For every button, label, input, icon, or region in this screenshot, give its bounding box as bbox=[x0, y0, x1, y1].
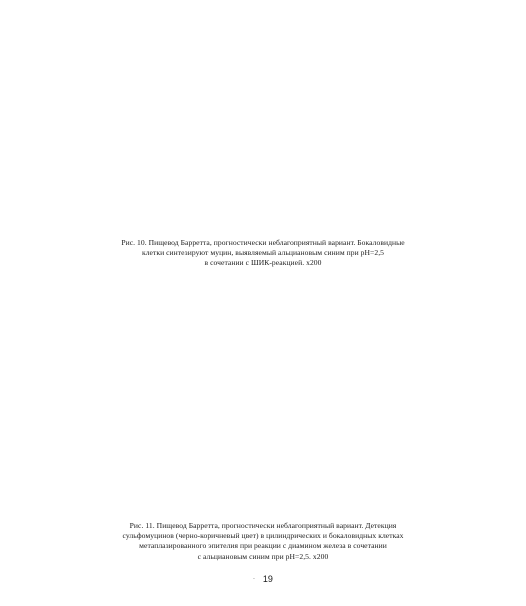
caption-line: в сочетании с ШИК-реакцией. х200 bbox=[204, 258, 322, 268]
figure-caption-11 bbox=[0, 521, 526, 562]
caption-line: с альциановым синим при pH=2,5. х200 bbox=[197, 551, 329, 561]
footer-mark: - bbox=[253, 576, 255, 583]
caption-line: Рис. 11. Пищевод Барретта, прогностически неблагоприятный вариант. Детекция bbox=[129, 521, 397, 530]
figure-caption-10 bbox=[0, 238, 526, 269]
caption-line: Рис. 10. Пищевод Барретта, прогностически неблагоприятный вариант. Бокаловидные bbox=[121, 238, 405, 247]
caption-line: сульфомуцинов (черно-коричневый цвет) в цилиндрических и бокаловидных клетках bbox=[122, 531, 404, 541]
caption-line: клетки синтезируют муцин, выявляемый альциановым синим при pH=2,5 bbox=[141, 248, 385, 258]
caption-line: метаплазированного эпителия при реакции с диамином железа в сочетании bbox=[139, 541, 387, 551]
page-footer bbox=[0, 574, 526, 585]
page-number: 19 bbox=[262, 574, 273, 584]
